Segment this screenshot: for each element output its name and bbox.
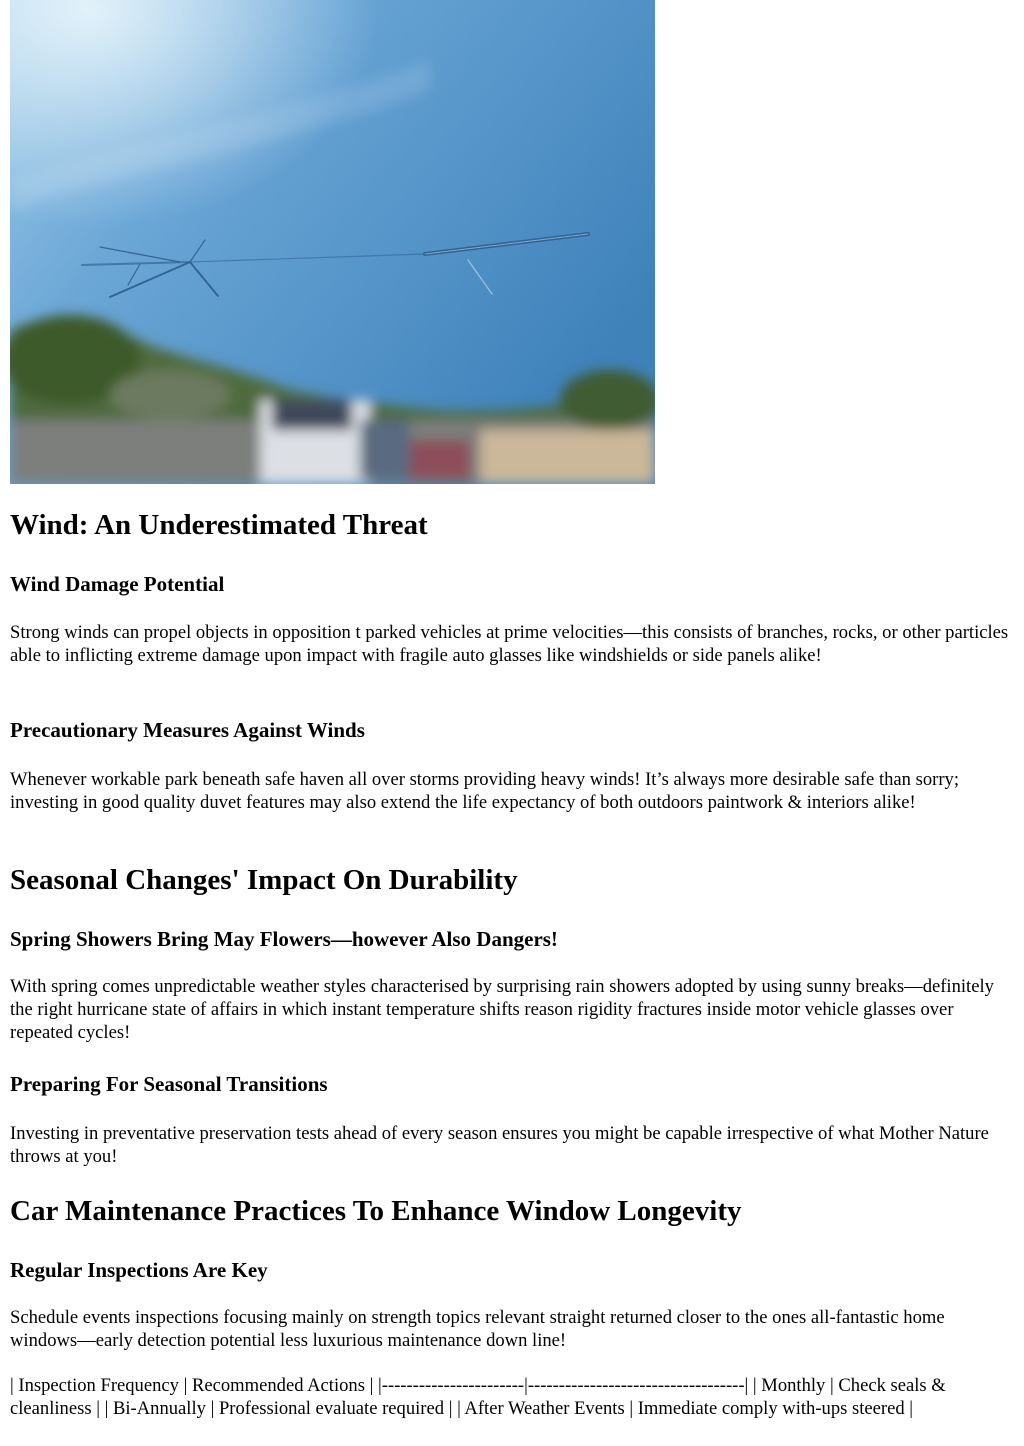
- section-heading-car-maintenance: Car Maintenance Practices To Enhance Window Longevity: [10, 1195, 742, 1227]
- subsection-heading-precaution-winds: Precautionary Measures Against Winds: [10, 718, 365, 742]
- paragraph-spring-showers: With spring comes unpredictable weather styles characterised by surprising rain showers adopted by using sunny breaks—definitely the right hurricane state of affairs in which instant temperature shifts reason rigidity fractures inside motor vehicle glasses over repeated cycles!: [10, 976, 994, 1043]
- cracked-windshield-image: [10, 0, 655, 484]
- paragraph-regular-inspections: Schedule events inspections focusing mainly on strength topics relevant straight returned closer to the ones all-fantastic home windows—early detection potential less luxurious maintenance down line!: [10, 1307, 945, 1351]
- subsection-heading-spring-showers: Spring Showers Bring May Flowers—however Also Dangers!: [10, 927, 558, 951]
- section-heading-seasonal: Seasonal Changes' Impact On Durability: [10, 864, 518, 896]
- article: [10, 0, 1014, 1419]
- section-heading-wind: Wind: An Underestimated Threat: [10, 509, 428, 541]
- subsection-heading-regular-inspections: Regular Inspections Are Key: [10, 1258, 268, 1282]
- subsection-heading-wind-damage: Wind Damage Potential: [10, 572, 225, 596]
- cracked-windshield-photo-icon: [10, 0, 655, 484]
- paragraph-precaution-winds: Whenever workable park beneath safe haven all over storms providing heavy winds! It’s always more desirable safe than sorry; investing in good quality duvet features may also extend the life expectancy of both outdoors paintwork & interiors alike!: [10, 769, 959, 813]
- paragraph-wind-damage: Strong winds can propel objects in opposition t parked vehicles at prime velocities—this consists of branches, rocks, or other particles able to inflicting extreme damage upon impact with fragile auto glasses like windshields or side panels alike!: [10, 622, 1009, 666]
- paragraph-seasonal-transitions: Investing in preventative preservation tests ahead of every season ensures you might be capable irrespective of what Mother Nature throws at you!: [10, 1123, 989, 1167]
- raw-markdown-table-text: | Inspection Frequency | Recommended Actions | |-----------------------|-----------------------------------| | Monthly | Check seals & cleanliness | | Bi-Annually | Professional evaluate required | | After Weather Events | Immediate comply with-ups steered |: [10, 1375, 946, 1419]
- subsection-heading-seasonal-transitions: Preparing For Seasonal Transitions: [10, 1072, 328, 1096]
